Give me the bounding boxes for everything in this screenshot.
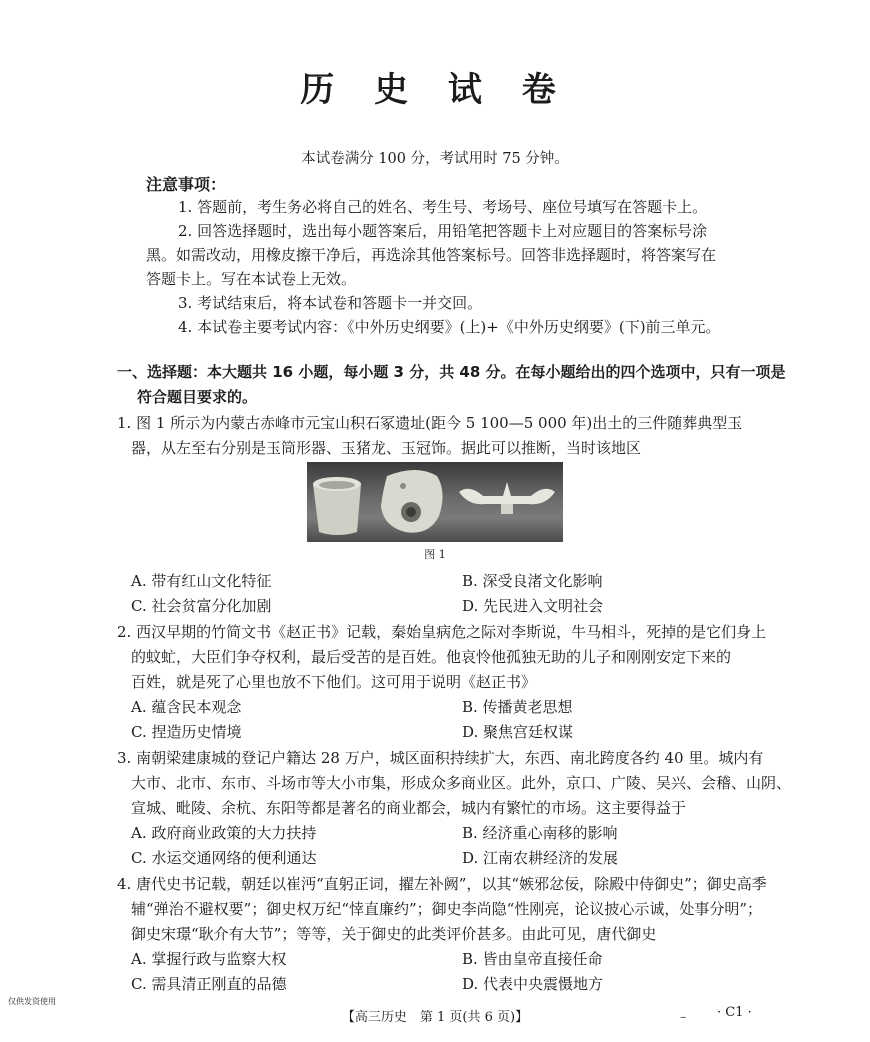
section-heading-cont: 符合题目要求的。 bbox=[137, 388, 258, 406]
jade-crown-ornament-icon bbox=[459, 482, 555, 514]
notice-line: 答题卡上。写在本试卷上无效。 bbox=[146, 270, 357, 288]
option-c: C. 社会贫富分化加剧 bbox=[131, 597, 272, 615]
jade-cylinder-icon bbox=[313, 477, 361, 535]
question-text: 2. 西汉早期的竹简文书《赵正书》记载，秦始皇病危之际对李斯说，牛马相斗，死掉的是它们身上 bbox=[117, 623, 767, 641]
exam-info: 本试卷满分 100 分，考试用时 75 分钟。 bbox=[301, 151, 569, 167]
option-c: C. 需具清正刚直的品德 bbox=[131, 975, 287, 993]
option-b: B. 皆由皇帝直接任命 bbox=[462, 950, 603, 968]
option-a: A. 带有红山文化特征 bbox=[131, 572, 272, 590]
question-text: 4. 唐代史书记载，朝廷以崔沔“直躬正词，擢左补阙”，以其“嫉邪忿佞，除殿中侍御史”；御史高季 bbox=[117, 875, 767, 893]
footer-mark: ‒ bbox=[680, 1012, 687, 1023]
option-b: B. 经济重心南移的影响 bbox=[462, 824, 618, 842]
question-text: 的蚊虻，大臣们争夺权利，最后受苦的是百姓。他哀怜他孤独无助的儿子和刚刚安定下来的 bbox=[131, 648, 732, 666]
option-c: C. 水运交通网络的便利通达 bbox=[131, 849, 317, 867]
question-text: 百姓，就是死了心里也放不下他们。这可用于说明《赵正书》 bbox=[131, 673, 537, 691]
question-text: 3. 南朝梁建康城的登记户籍达 28 万户，城区面积持续扩大，东西、南北跨度各约 40 里。城内有 bbox=[117, 749, 764, 767]
page-footer: 【高三历史 第 1 页(共 6 页)】 bbox=[341, 1010, 529, 1025]
footer-note: 仅供发资使用 bbox=[8, 997, 56, 1006]
option-a: A. 蕴含民本观念 bbox=[131, 698, 242, 716]
page-title: 历 史 试 卷 bbox=[300, 70, 570, 110]
section-heading: 一、选择题：本大题共 16 小题，每小题 3 分，共 48 分。在每小题给出的四个选项中，只有一项是 bbox=[117, 363, 786, 381]
option-b: B. 深受良渚文化影响 bbox=[462, 572, 603, 590]
option-d: D. 江南农耕经济的发展 bbox=[462, 849, 619, 867]
footer-code: · C1 · bbox=[717, 1005, 752, 1020]
notice-line: 3. 考试结束后，将本试卷和答题卡一并交回。 bbox=[178, 294, 483, 312]
notice-line: 1. 答题前，考生务必将自己的姓名、考生号、考场号、座位号填写在答题卡上。 bbox=[178, 198, 708, 216]
question-text: 大市、北市、东市、斗场市等大小市集，形成众多商业区。此外，京口、广陵、吴兴、会稽、山阴、 bbox=[131, 774, 792, 792]
option-a: A. 政府商业政策的大力扶持 bbox=[131, 824, 317, 842]
option-d: D. 先民进入文明社会 bbox=[462, 597, 604, 615]
notice-line: 4. 本试卷主要考试内容：《中外历史纲要》(上)+《中外历史纲要》(下)前三单元。 bbox=[178, 318, 721, 336]
notice-line: 2. 回答选择题时，选出每小题答案后，用铅笔把答题卡上对应题目的答案标号涂 bbox=[178, 222, 708, 240]
question-text: 辅“弹治不避权要”；御史权万纪“悻直廉约”；御史李尚隐“性刚亮，论议披心示诚，处事分明”； bbox=[131, 900, 763, 918]
figure-caption: 图 1 bbox=[424, 548, 446, 561]
question-text: 1. 图 1 所示为内蒙古赤峰市元宝山积石冢遗址(距今 5 100—5 000 年)出土的三件随葬典型玉 bbox=[117, 414, 743, 432]
question-text: 器，从左至右分别是玉筒形器、玉猪龙、玉冠饰。据此可以推断，当时该地区 bbox=[131, 439, 642, 457]
jade-pig-dragon-icon bbox=[381, 470, 443, 533]
option-a: A. 掌握行政与监察大权 bbox=[131, 950, 287, 968]
option-c: C. 捏造历史情境 bbox=[131, 723, 242, 741]
notice-heading: 注意事项： bbox=[146, 175, 227, 194]
question-text: 御史宋璟“耿介有大节”；等等，关于御史的此类评价甚多。由此可见，唐代御史 bbox=[131, 925, 657, 943]
figure-jade-artifacts bbox=[307, 462, 563, 542]
option-d: D. 代表中央震慑地方 bbox=[462, 975, 604, 993]
option-d: D. 聚焦宫廷权谋 bbox=[462, 723, 574, 741]
question-text: 宣城、毗陵、余杭、东阳等都是著名的商业都会，城内有繁忙的市场。这主要得益于 bbox=[131, 799, 687, 817]
option-b: B. 传播黄老思想 bbox=[462, 698, 573, 716]
notice-line: 黑。如需改动，用橡皮擦干净后，再选涂其他答案标号。回答非选择题时，将答案写在 bbox=[146, 246, 717, 264]
